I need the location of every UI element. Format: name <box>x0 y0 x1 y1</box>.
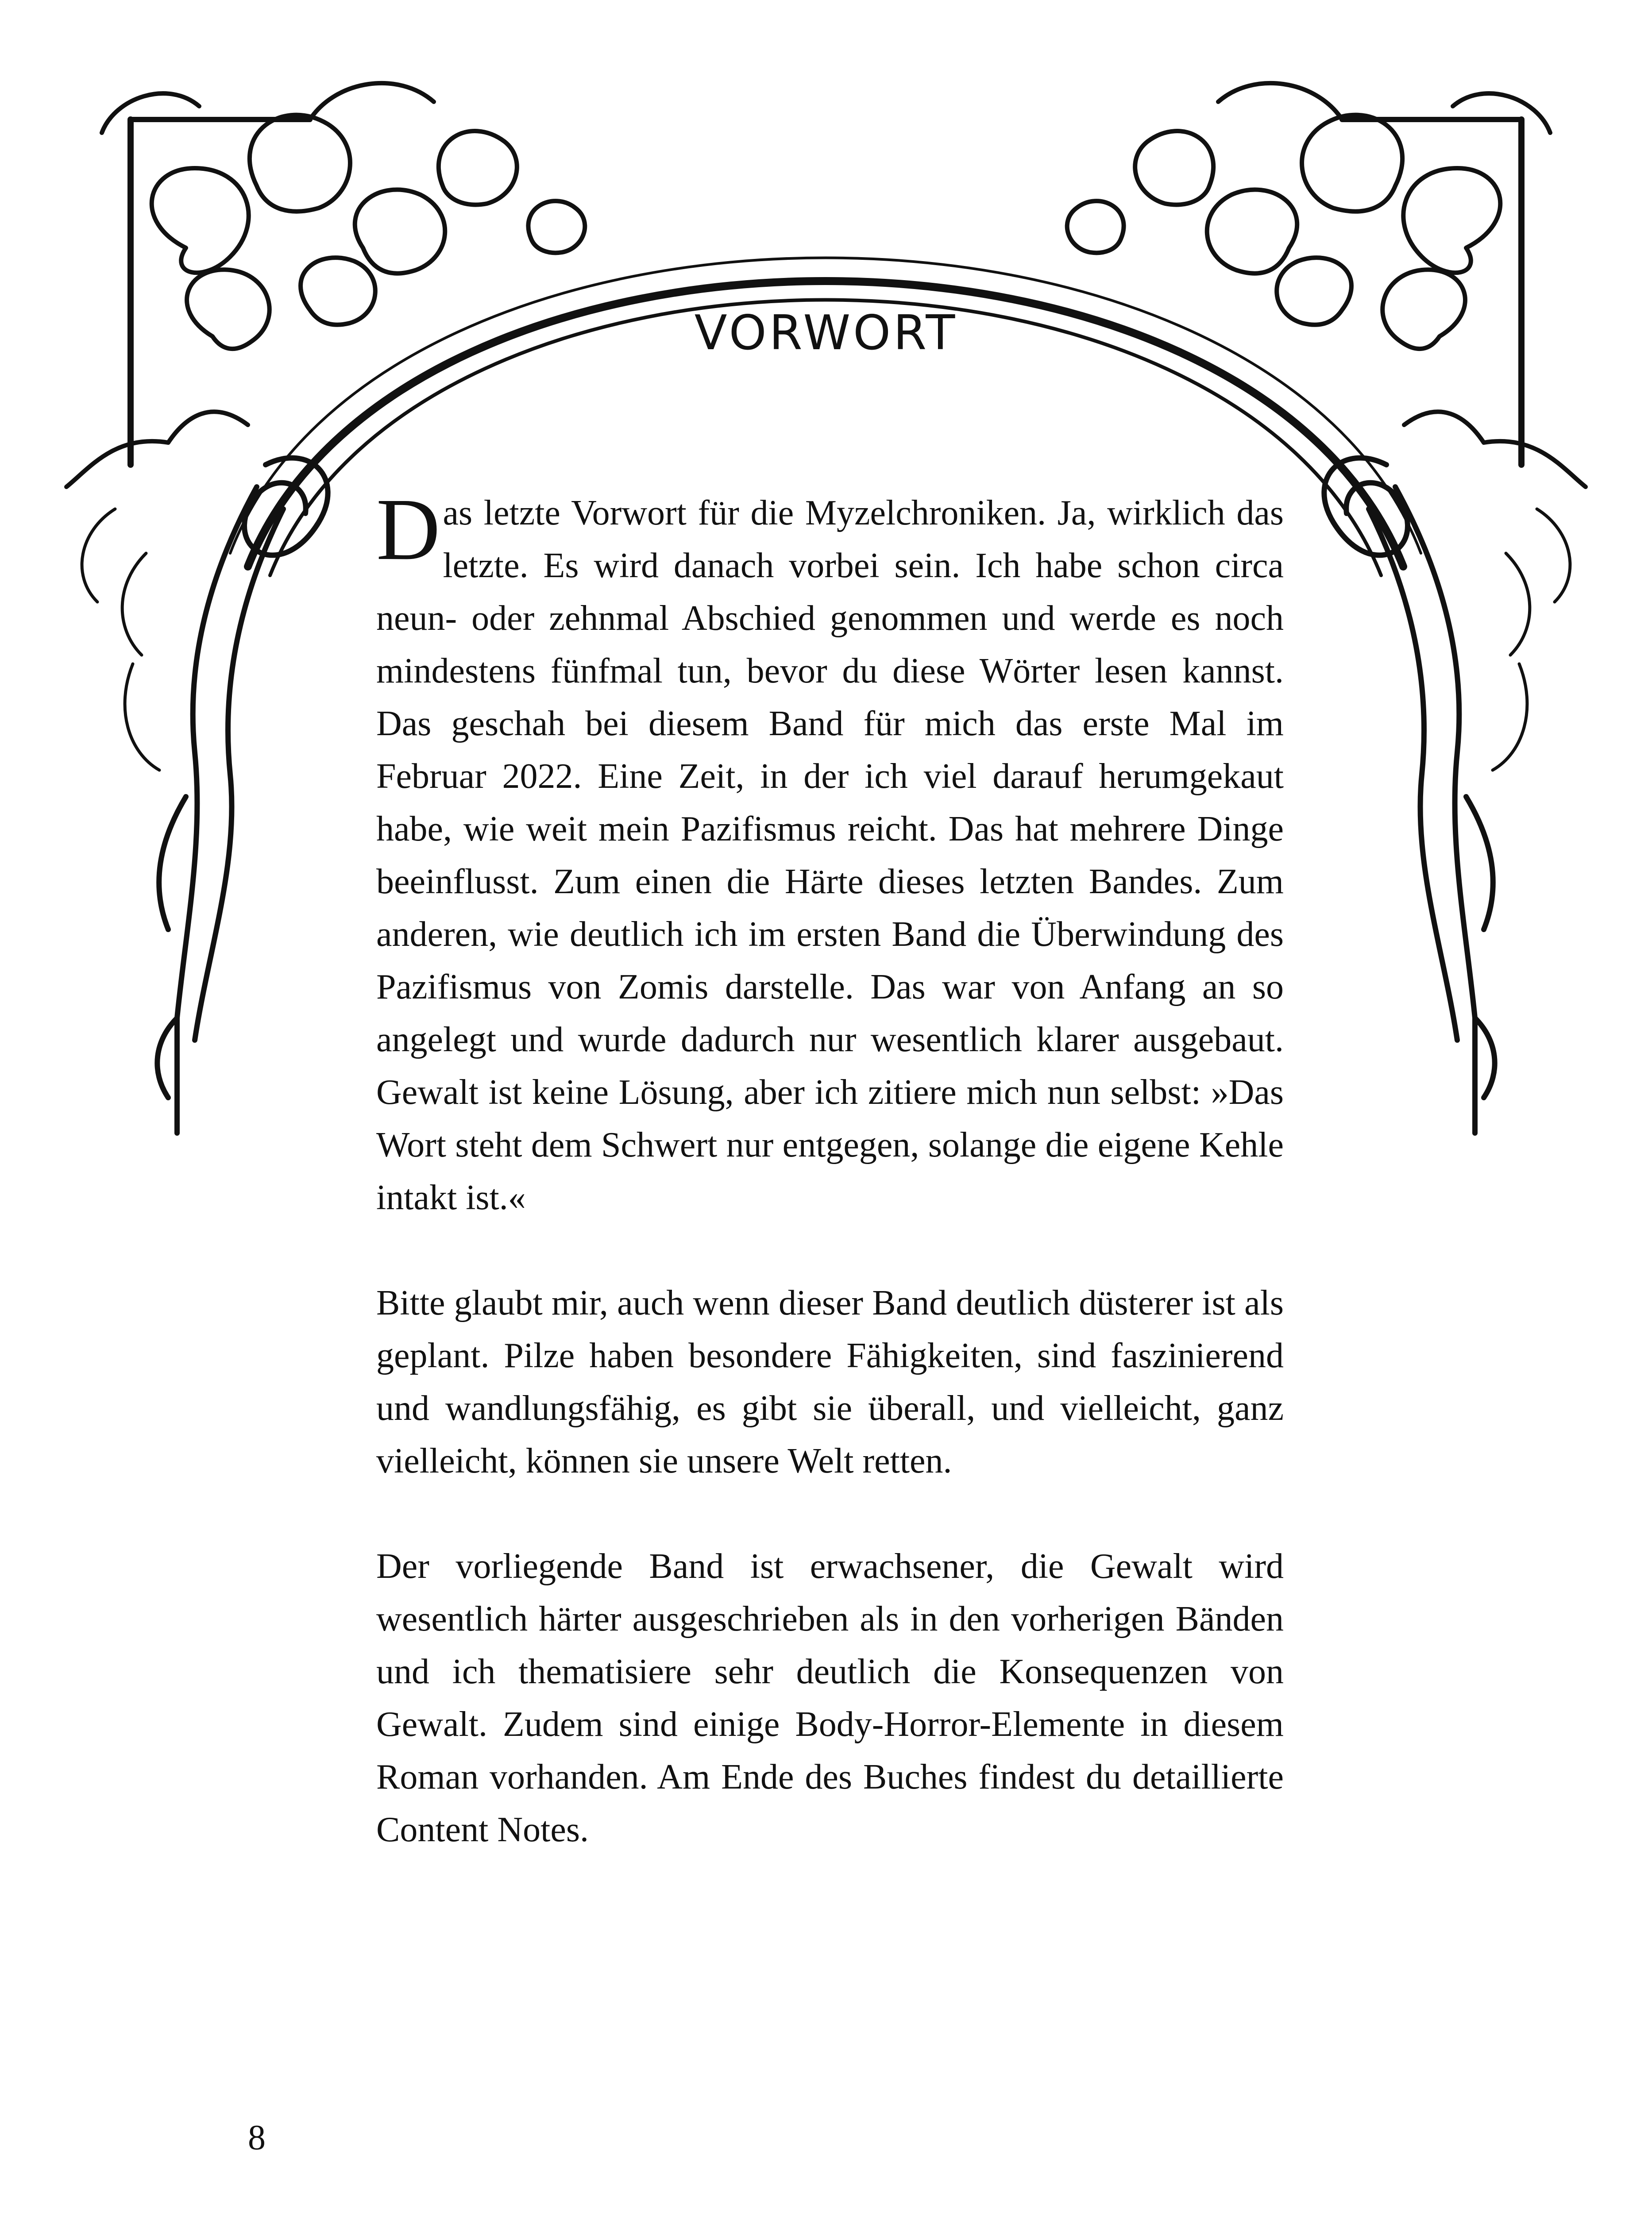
body-text <box>376 481 1284 1909</box>
paragraph-1-text: as letzte Vorwort für die Myzelchroniken. Ja, wirklich das letzte. Es wird danach vorbei sein. Ich habe schon circa neun- oder zehnmal Abschied genommen und werde es noch mindestens fünfmal tun, bevor du diese Wörter lesen kannst. Das geschah bei diesem Band für mich das erste Mal im Februar 2022. Eine Zeit, in der ich viel darauf herumgekaut habe, wie weit mein Pazifismus reicht. Das hat mehrere Dinge beeinflusst. Zum einen die Härte dieses letzten Bandes. Zum anderen, wie deutlich ich im ersten Band die Überwindung des Pazifismus von Zomis darstelle. Das war von Anfang an so angelegt und wurde dadurch nur wesentlich klarer ausgebaut. Gewalt ist keine Lösung, aber ich zitiere mich nun selbst: »Das Wort steht dem Schwert nur entgegen, solange die eigene Kehle intakt ist.« <box>376 493 1284 1217</box>
page-title: VORWORT <box>694 305 958 361</box>
drop-cap: D <box>376 481 440 578</box>
paragraph-1 <box>376 481 1284 1224</box>
paragraph-2: Bitte glaubt mir, auch wenn dieser Band deutlich düsterer ist als geplant. Pilze haben besondere Fähigkeiten, sind faszinierend und wandlungsfähig, es gibt sie überall, und vielleicht, ganz vielleicht, können sie unsere Welt retten. <box>376 1284 1284 1480</box>
page-number: 8 <box>248 2118 266 2157</box>
paragraph-3: Der vorliegende Band ist erwachsener, die Gewalt wird wesentlich härter ausgeschrieben als in den vorherigen Bänden und ich thematisiere sehr deutlich die Konsequenzen von Gewalt. Zudem sind einige Body-Horror-Elemente in diesem Roman vorhanden. Am Ende des Buches findest du detaillierte Content Notes. <box>376 1547 1284 1849</box>
